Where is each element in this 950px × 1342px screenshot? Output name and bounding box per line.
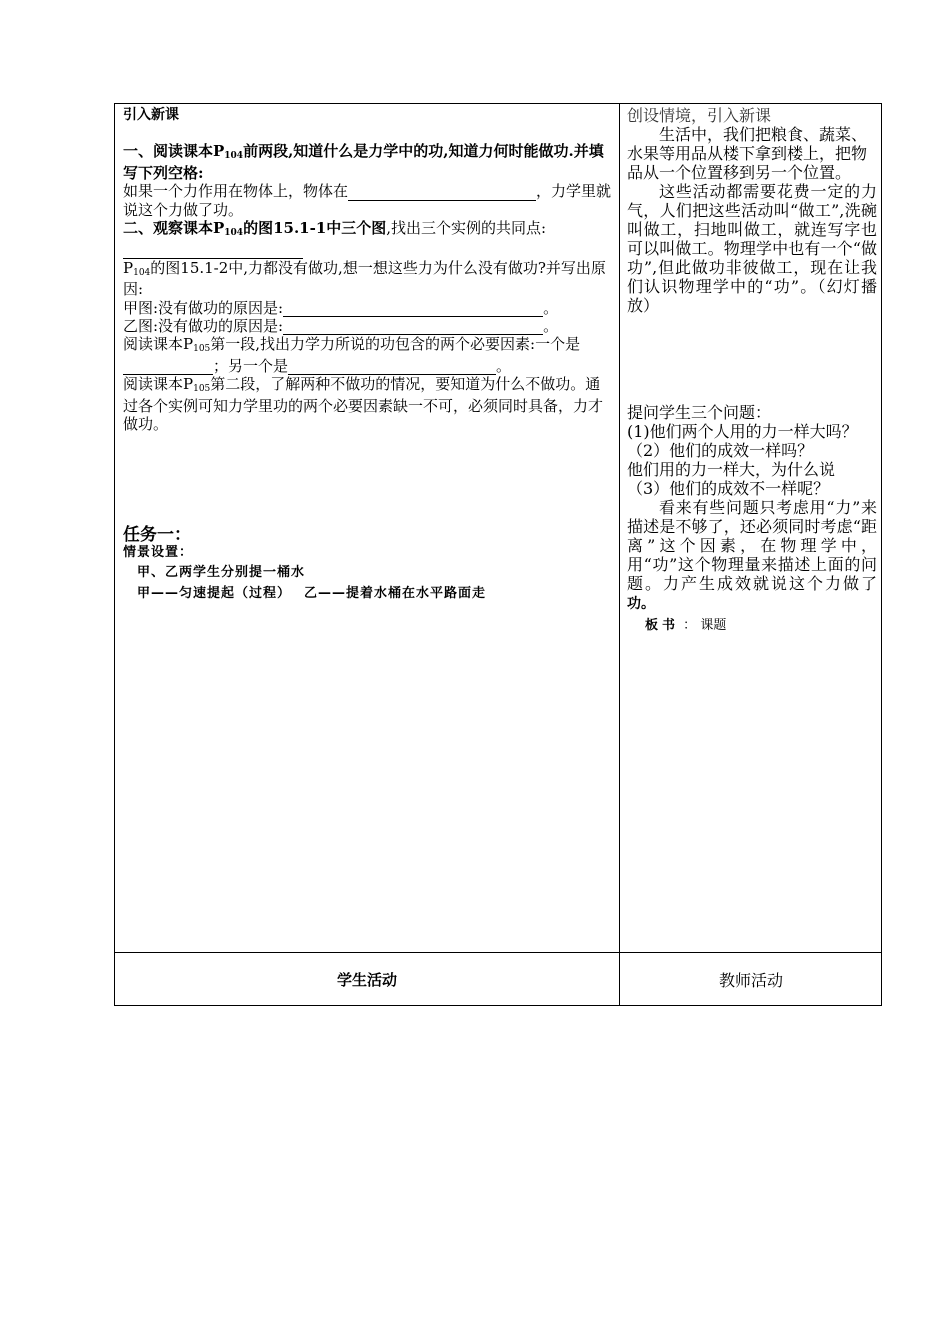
read-4-page: 105 <box>193 384 211 395</box>
paragraph-p104 <box>123 259 615 299</box>
board-label: 板书 <box>645 618 680 633</box>
student-activity-label: 学生活动 <box>336 971 397 989</box>
blank-1[interactable] <box>348 186 536 201</box>
p2-pre: P <box>123 258 134 277</box>
blank-factor-2[interactable] <box>288 360 496 375</box>
question-3a: 他们用的力一样大，为什么说 <box>627 460 836 479</box>
jia-label: 甲图:没有做功的原因是: <box>123 298 284 317</box>
read-3-mid: ；另一个是 <box>213 356 289 375</box>
question-2: （2）他们的成效一样吗？ <box>627 441 814 460</box>
read-4-pre: 阅读课本P <box>123 375 194 394</box>
section-2-page: 104 <box>224 228 244 239</box>
right-paragraph-1: 生活中，我们把粮食、蔬菜、水果等用品从楼下拿到楼上，把物品从一个位置移到另一个位置。 <box>627 125 868 182</box>
section-1-pre: 一、阅读课本P <box>123 142 225 161</box>
board-line <box>627 616 877 635</box>
p2-page: 104 <box>133 267 151 278</box>
section-2-tail: ,找出三个实例的共同点: <box>386 219 547 238</box>
teacher-activity-cell <box>627 106 877 635</box>
read-3-pre: 阅读课本P <box>123 335 194 354</box>
section-1-heading <box>123 142 615 182</box>
right-intro: 创设情境，引入新课 <box>627 106 772 125</box>
blank-yi[interactable] <box>283 320 543 335</box>
task-title: 任务一： <box>123 524 191 545</box>
jia-line <box>123 299 615 317</box>
question-title: 提问学生三个问题： <box>627 403 772 422</box>
lesson-table <box>114 103 882 1006</box>
fill-1-pre: 如果一个力作用在物体上，物体在 <box>123 182 349 201</box>
yi-label: 乙图:没有做功的原因是: <box>123 317 284 336</box>
scene-line-1: 甲、乙两学生分别提一桶水 <box>137 565 306 581</box>
right-paragraph-3-end: 功。 <box>627 596 655 612</box>
fill-line-1 <box>123 182 615 219</box>
intro-heading: 引入新课 <box>123 107 179 123</box>
read-4-post: 第二段，了解两种不做功的情况，要知道为什么不做功。通过各个实例可知力学里功的两个必要因素缺一不可，必须同时具备，力才做功。 <box>123 375 604 434</box>
read-3-page: 105 <box>193 344 211 355</box>
blank-factor-1[interactable] <box>123 360 213 375</box>
question-1: (1)他们两个人用的力一样大吗？ <box>627 422 858 441</box>
read-3-post: 第一段,找出力学力所说的功包含的两个必要因素:一个是 <box>210 335 581 354</box>
section-2-heading <box>123 219 615 259</box>
yi-line <box>123 317 615 335</box>
teacher-activity-label: 教师活动 <box>718 971 783 990</box>
right-paragraph-3-text: 看来有些问题只考虑用“力”来描述是不够了，还必须同时考虑“距离”这个因素，在物理学中，用“功”这个物理量来描述上面的问题。力产生成效就说这个力做了 <box>627 498 877 593</box>
yi-period: 。 <box>543 317 559 336</box>
read-4-paragraph <box>123 375 615 433</box>
jia-period: 。 <box>543 298 559 317</box>
blank-jia[interactable] <box>283 302 543 317</box>
section-2-pre: 二、观察课本P <box>123 219 225 238</box>
board-sep: ： <box>683 618 697 633</box>
right-paragraph-2: 这些活动都需要花费一定的力气，人们把这些活动叫“做工”,洗碗叫做工，扫地叫做工，就连写字也可以叫做工。物理学中也有一个“做功”,但此做功非彼做工，现在让我们认识物理学中的“功”。（幻灯播放） <box>627 182 877 315</box>
section-2-post: 的图15.1-1中三个图 <box>243 219 387 238</box>
section-1-page: 104 <box>224 151 244 162</box>
board-value: 课题 <box>700 618 727 633</box>
question-3b: （3）他们的成效不一样呢？ <box>627 479 830 498</box>
read-3-paragraph <box>123 335 615 375</box>
read-3-period: 。 <box>496 356 512 375</box>
p2-post: 的图15.1-2中,力都没有做功,想一想这些力为什么没有做功?并写出原因: <box>123 258 606 299</box>
scene-label: 情景设置： <box>123 544 194 560</box>
right-paragraph-3 <box>627 498 877 614</box>
fill-1-post: ，力学里就说这个力做了功。 <box>123 182 612 219</box>
column-divider <box>619 104 620 1005</box>
blank-2[interactable] <box>123 244 303 259</box>
section-1-post: 前两段,知道什么是力学中的功,知道力何时能做功.并填写下列空格: <box>123 142 604 182</box>
scene-line-2: 甲——匀速提起（过程） 乙——提着水桶在水平路面走 <box>137 585 487 601</box>
student-activity-cell <box>123 106 615 603</box>
